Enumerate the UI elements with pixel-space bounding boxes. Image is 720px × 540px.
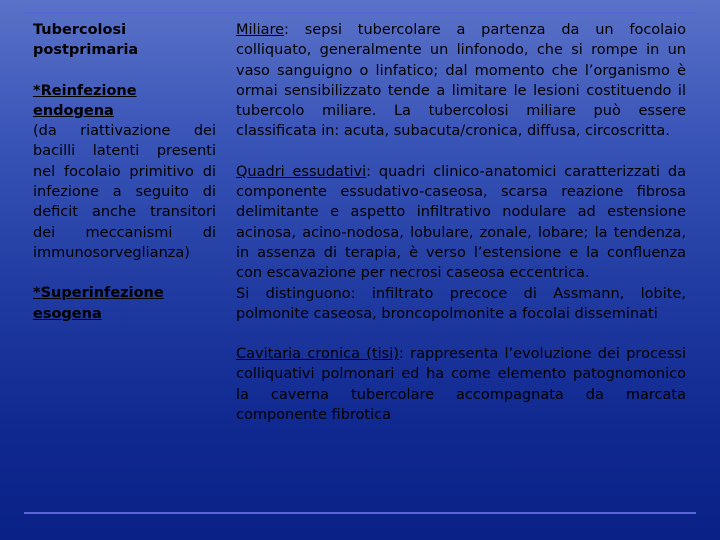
- right-column: [236, 20, 686, 425]
- miliare-text: : sepsi tubercolare a partenza da un focolaio colliquato, generalmente un linfonodo, che si rompe in un vaso sanguigno o linfatico; dal momento che l’organismo è ormai sensibilizzato tende a limitare le lesioni costituendo il tubercolo miliare. La tubercolosi miliare può essere classificata in: acuta, subacuta/cronica, diffusa, circoscritta.: [236, 22, 686, 140]
- cavitaria-paragraph: [236, 344, 686, 425]
- cavitaria-term: Cavitaria cronica (tisi): [236, 346, 399, 363]
- superinfezione-heading: [33, 283, 216, 324]
- bottom-divider: [24, 512, 696, 514]
- superinfezione-heading-text: Superinfezione esogena: [33, 285, 164, 322]
- cavitaria-text: : rappresenta l’evoluzione dei processi colliquativi polmonari ed ha come elemento patognomonico la caverna tubercolare accompagnata da marcata componente fibrotica: [236, 346, 686, 424]
- top-divider: [24, 12, 696, 14]
- bullet-star: *: [33, 285, 41, 302]
- essudativi-term: Quadri essudativi: [236, 163, 367, 180]
- distinguono-paragraph: Si distinguono: infiltrato precoce di Assmann, lobite, polmonite caseosa, broncopolmonite a focolai disseminati: [236, 285, 686, 322]
- left-column: [33, 20, 216, 324]
- bullet-star: *: [33, 82, 41, 99]
- essudativi-paragraph: [236, 162, 686, 284]
- section-title: Tubercolosi postprimaria: [33, 22, 139, 59]
- superinfezione-block: [33, 283, 216, 324]
- reinfezione-text: (da riattivazione dei bacilli latenti presenti nel focolaio primitivo di infezione a seguito di deficit anche transitori dei meccanismi di immunosorveglianza): [33, 123, 216, 261]
- miliare-term: Miliare: [236, 22, 285, 38]
- reinfezione-heading: [33, 81, 216, 122]
- reinfezione-block: [33, 81, 216, 264]
- essudativi-text: : quadri clinico-anatomici caratterizzati da componente essudativo-caseosa, scarsa reazione fibrosa delimitante e aspetto infiltrativo nodulare ad estensione acinosa, acino-nodosa, lobulare, zonale, lobare; la tendenza, in assenza di terapia, è verso l’estensione e la confluenza con escavazione per necrosi caseosa eccentrica.: [236, 163, 686, 282]
- reinfezione-heading-text: Reinfezione endogena: [33, 82, 137, 119]
- miliare-paragraph: [236, 20, 686, 142]
